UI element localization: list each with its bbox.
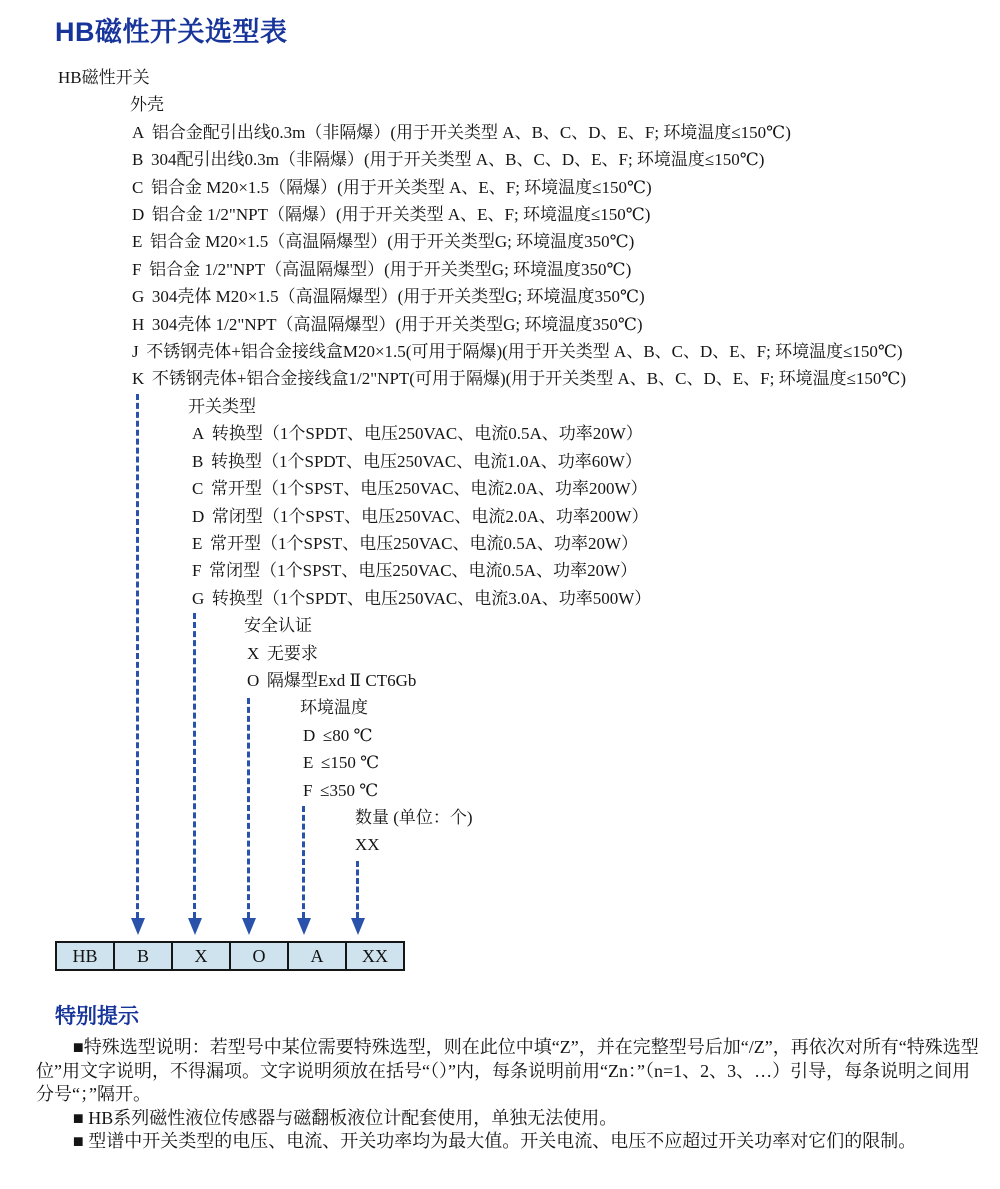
option-code: D xyxy=(192,506,205,526)
option-text: 常闭型（1个SPST、电压250VAC、电流2.0A、功率200W） xyxy=(211,506,649,526)
option-text: 铝合金 1/2"NPT（隔爆）(用于开关类型 A、E、F; 环境温度≤150℃) xyxy=(151,205,651,225)
option-code: H xyxy=(132,314,145,334)
level-header-certification: 安全认证 xyxy=(244,616,312,636)
arrowhead-quantity xyxy=(351,918,365,935)
note-special-ordering: ■特殊选型说明：若型号中某位需要特殊选型，则在此位中填“Z”，并在完整型号后加“/Z”，再依次对所有“特殊选型位”用文字说明，不得漏项。文字说明须放在括号“（）”内，每条说明前用“Zn：”（n=1、2、3、…）引导，每条说明之间用分号“；”隔开。 xyxy=(36,1037,979,1105)
option-code: XX xyxy=(355,835,380,855)
option-code: D xyxy=(303,725,316,745)
model-number-table xyxy=(55,941,405,971)
option-code: C xyxy=(192,479,204,499)
option-code: B xyxy=(132,150,144,170)
option-text: ≤80 ℃ xyxy=(322,725,373,745)
note-ratings: ■ 型谱中开关类型的电压、电流、开关功率均为最大值。开关电流、电压不应超过开关功率对它们的限制。 xyxy=(72,1131,917,1152)
model-cell-certification: O xyxy=(230,942,288,970)
arrowhead-shell xyxy=(131,918,145,935)
shell-option-c xyxy=(0,174,1000,201)
connector-line-shell xyxy=(136,394,139,918)
shell-option-d xyxy=(0,201,1000,228)
option-text: 304壳体 1/2"NPT（高温隔爆型）(用于开关类型G; 环境温度350℃) xyxy=(151,314,643,334)
shell-option-h xyxy=(0,311,1000,338)
shell-option-a xyxy=(0,119,1000,146)
option-text: 铝合金配引出线0.3m（非隔爆）(用于开关类型 A、B、C、D、E、F; 环境温度≤150℃) xyxy=(151,122,791,142)
shell-option-j xyxy=(0,338,1000,365)
shell-option-k xyxy=(0,365,1000,392)
option-text: 304配引出线0.3m（非隔爆）(用于开关类型 A、B、C、D、E、F; 环境温度≤150℃) xyxy=(150,150,765,170)
model-cell-quantity: XX xyxy=(346,942,404,970)
model-cell-ambient-temp: A xyxy=(288,942,346,970)
model-cell-switch-type: X xyxy=(172,942,230,970)
ambient-temp-option-e xyxy=(0,749,1000,776)
certification-option-x xyxy=(0,640,1000,667)
option-code: D xyxy=(132,205,145,225)
option-text: 无要求 xyxy=(266,643,318,663)
option-text: 铝合金 M20×1.5（隔爆）(用于开关类型 A、E、F; 环境温度≤150℃) xyxy=(150,177,652,197)
switch-type-option-e xyxy=(0,530,1000,557)
quantity-placeholder xyxy=(0,831,1000,858)
model-composition-tree xyxy=(0,64,1000,859)
option-code: C xyxy=(132,177,144,197)
switch-type-option-f xyxy=(0,557,1000,584)
notes-heading: 特别提示 xyxy=(55,1005,139,1028)
arrowhead-certification xyxy=(242,918,256,935)
option-code: E xyxy=(192,533,203,553)
option-text: 不锈钢壳体+铝合金接线盒1/2"NPT(可用于隔爆)(用于开关类型 A、B、C、D、E、F; 环境温度≤150℃) xyxy=(151,369,907,389)
option-text: 304壳体 M20×1.5（高温隔爆型）(用于开关类型G; 环境温度350℃) xyxy=(151,287,645,307)
option-code: J xyxy=(132,342,139,362)
notes-section xyxy=(36,1036,986,1154)
option-code: K xyxy=(132,369,145,389)
note-usage: ■ HB系列磁性液位传感器与磁翻板液位计配套使用，单独无法使用。 xyxy=(72,1107,618,1128)
switch-type-option-c xyxy=(0,475,1000,502)
option-code: F xyxy=(132,259,142,279)
option-text: 隔爆型Exd Ⅱ CT6Gb xyxy=(266,670,417,690)
switch-type-option-d xyxy=(0,503,1000,530)
option-text: 常开型（1个SPST、电压250VAC、电流0.5A、功率20W） xyxy=(210,533,639,553)
option-code: G xyxy=(132,287,145,307)
option-text: 转换型（1个SPDT、电压250VAC、电流1.0A、功率60W） xyxy=(210,451,642,471)
option-text: 常闭型（1个SPST、电压250VAC、电流0.5A、功率20W） xyxy=(209,561,638,581)
option-code: B xyxy=(192,451,204,471)
connector-line-switch-type xyxy=(193,613,196,918)
arrowhead-ambient-temp xyxy=(297,918,311,935)
connector-line-ambient-temp xyxy=(302,806,305,918)
ambient-temp-option-d xyxy=(0,722,1000,749)
option-code: A xyxy=(192,424,205,444)
arrowhead-switch-type xyxy=(188,918,202,935)
option-text: 常开型（1个SPST、电压250VAC、电流2.0A、功率200W） xyxy=(210,479,648,499)
connector-line-certification xyxy=(247,698,250,918)
option-text: 铝合金 1/2"NPT（高温隔爆型）(用于开关类型G; 环境温度350℃) xyxy=(149,259,632,279)
switch-type-option-g xyxy=(0,585,1000,612)
switch-type-option-b xyxy=(0,448,1000,475)
model-cell-series: HB xyxy=(56,942,114,970)
option-text: 铝合金 M20×1.5（高温隔爆型）(用于开关类型G; 环境温度350℃) xyxy=(150,232,635,252)
option-text: ≤350 ℃ xyxy=(320,780,379,800)
level-header-shell: 外壳 xyxy=(130,95,164,115)
shell-option-b xyxy=(0,146,1000,173)
option-code: X xyxy=(247,643,260,663)
option-text: 转换型（1个SPDT、电压250VAC、电流3.0A、功率500W） xyxy=(211,588,652,608)
level-header-quantity: 数量 (单位：个) xyxy=(355,807,473,827)
option-code: O xyxy=(247,670,260,690)
option-code: E xyxy=(132,232,143,252)
shell-option-f xyxy=(0,256,1000,283)
shell-option-g xyxy=(0,283,1000,310)
model-cell-shell: B xyxy=(114,942,172,970)
shell-option-e xyxy=(0,228,1000,255)
page-title: HB磁性开关选型表 xyxy=(55,17,288,47)
option-code: F xyxy=(192,561,202,581)
option-code: F xyxy=(303,780,313,800)
option-code: A xyxy=(132,122,145,142)
option-text: 转换型（1个SPDT、电压250VAC、电流0.5A、功率20W） xyxy=(211,424,643,444)
level-header-ambient-temp: 环境温度 xyxy=(300,698,368,718)
option-text: 不锈钢壳体+铝合金接线盒M20×1.5(可用于隔爆)(用于开关类型 A、B、C、D、E、F; 环境温度≤150℃) xyxy=(146,342,903,362)
switch-type-option-a xyxy=(0,420,1000,447)
option-text: ≤150 ℃ xyxy=(321,753,380,773)
certification-option-o xyxy=(0,667,1000,694)
option-code: G xyxy=(192,588,205,608)
ambient-temp-option-f xyxy=(0,777,1000,804)
series-label: HB磁性开关 xyxy=(58,68,150,87)
connector-line-quantity xyxy=(356,861,359,918)
level-header-switch-type: 开关类型 xyxy=(188,396,256,416)
option-code: E xyxy=(303,753,314,773)
